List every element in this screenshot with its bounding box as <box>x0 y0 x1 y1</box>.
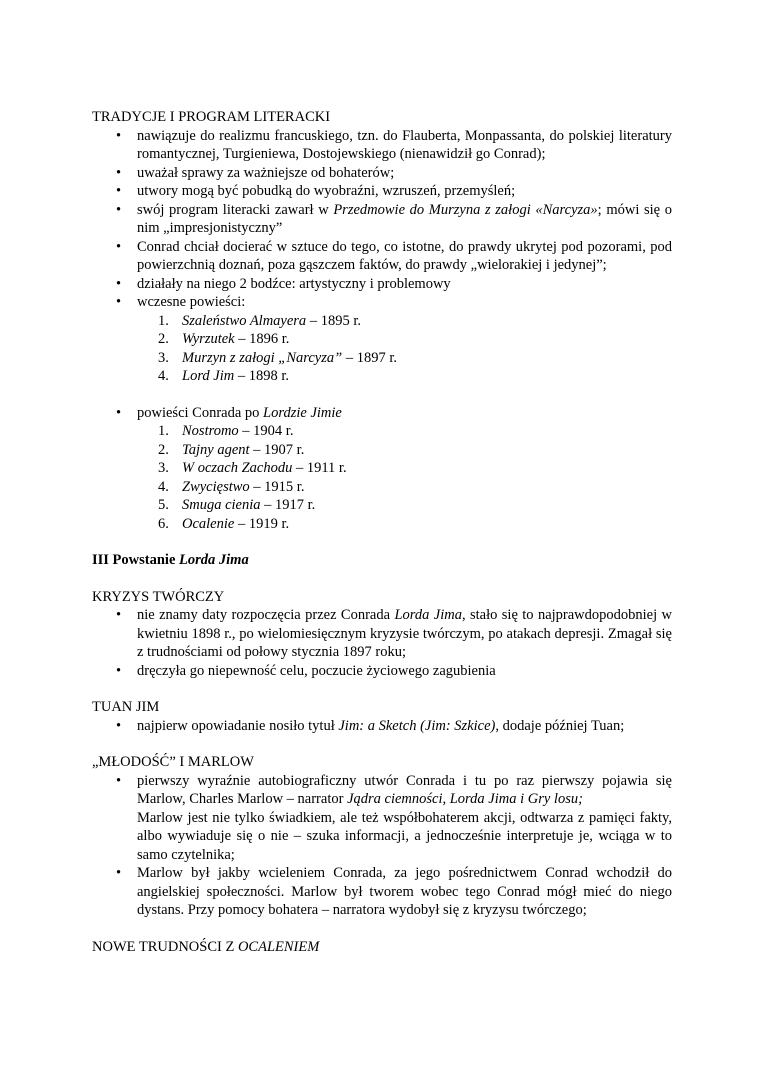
list-item: • Marlow był jakby wcieleniem Conrada, za jego pośrednictwem Conrad wchodził do angielskiej społeczności. Marlow był tworem wobec tego Conrad mógł mieć do niego dystans. Przy pomocy bohatera – narratora wydobył się z kryzysu twórczego; <box>116 865 672 918</box>
list-item: • nie znamy daty rozpoczęcia przez Conrada Lorda Jima, stało się to najprawdopodobniej w kwietniu 1898 r., po wielomiesięcznym kryzysie twórczym, po atakach depresji. Zmagał się z trudnościami od połowy stycznia 1897 roku; <box>116 607 673 660</box>
list-item: • wczesne powieści: <box>116 294 246 310</box>
bullet-icon: • <box>116 662 122 679</box>
list-item: • pierwszy wyraźnie autobiograficzny utwór Conrada i tu po raz pierwszy pojawia się Marlow, Charles Marlow – narrator Jądra ciemności, Lorda Jima i Gry losu; Marlow jest nie tylko świadkiem, ale też współbohaterem akcji, odtwarza z pamięci fakty, albo wywiaduje się o nie – szuka informacji, a jednocześnie interpretuje je, wciąga w to samo czytelnika; <box>116 772 672 863</box>
section-heading-tradycje: TRADYCJE I PROGRAM LITERACKI <box>92 109 331 125</box>
section-heading-kryzys: KRYZYS TWÓRCZY <box>92 588 225 605</box>
list-item: 3. Murzyn z załogi „Narcyza” – 1897 r. <box>158 349 397 366</box>
bullet-icon: • <box>116 294 122 310</box>
list-item: • uważał sprawy za ważniejsze od bohaterów; <box>116 164 395 181</box>
list-item: 4. Zwycięstwo – 1915 r. <box>158 478 305 495</box>
list-item: 1. Nostromo – 1904 r. <box>158 423 294 439</box>
bullet-icon: • <box>116 201 122 218</box>
numbered-list-early-novels <box>92 312 672 386</box>
bullet-icon: • <box>116 404 122 421</box>
list-item: • swój program literacki zawarł w Przedmowie do Murzyna z załogi «Narcyza»; mówi się o nim „impresjonistyczny” <box>116 201 672 236</box>
section-heading-powstanie: III Powstanie Lorda Jima <box>92 552 249 568</box>
list-item: • powieści Conrada po Lordzie Jimie <box>116 404 342 421</box>
bullet-list-kryzys <box>92 606 672 680</box>
bullet-icon: • <box>116 183 122 199</box>
list-item: 6. Ocalenie – 1919 r. <box>158 515 290 532</box>
list-item: • dręczyła go niepewność celu, poczucie życiowego zagubienia <box>116 662 496 679</box>
bullet-list-later <box>92 404 672 423</box>
list-item: 2. Wyrzutek – 1896 r. <box>158 331 290 347</box>
numbered-list-later-novels <box>92 422 672 533</box>
list-item: • najpierw opowiadanie nosiło tytuł Jim: a Sketch (Jim: Szkice), dodaje później Tuan; <box>116 717 625 734</box>
list-item: 1. Szaleństwo Almayera – 1895 r. <box>158 312 361 329</box>
list-item: 4. Lord Jim – 1898 r. <box>158 368 290 384</box>
list-item: 2. Tajny agent – 1907 r. <box>158 441 305 458</box>
bullet-icon: • <box>116 275 122 292</box>
list-item: • nawiązuje do realizmu francuskiego, tzn. do Flauberta, Monpassanta, do polskiej literatury romantycznej, Turgieniewa, Dostojewskiego (nienawidził go Conrad); <box>116 127 672 162</box>
document-page <box>92 108 672 956</box>
list-item: • działały na niego 2 bodźce: artystyczny i problemowy <box>116 275 451 292</box>
list-item: 3. W oczach Zachodu – 1911 r. <box>158 460 347 476</box>
bullet-list-tuan-jim <box>92 717 672 736</box>
bullet-icon: • <box>116 127 122 144</box>
bullet-icon: • <box>116 607 122 623</box>
bullet-icon: • <box>116 717 122 734</box>
bullet-icon: • <box>116 238 122 255</box>
bullet-list-tradycje <box>92 127 672 312</box>
section-heading-mlodosc: „MŁODOŚĆ” I MARLOW <box>92 754 254 770</box>
bullet-icon: • <box>116 865 122 881</box>
bullet-icon: • <box>116 164 122 181</box>
section-heading-nowe-trudnosci: NOWE TRUDNOŚCI Z OCALENIEM <box>92 938 320 955</box>
list-item: 5. Smuga cienia – 1917 r. <box>158 497 316 513</box>
section-heading-tuan-jim: TUAN JIM <box>92 699 160 715</box>
list-item: • Conrad chciał docierać w sztuce do tego, co istotne, do prawdy ukrytej pod pozorami, pod powierzchnią doznań, poza gąszczem faktów, do prawdy „wielorakiej i jedynej”; <box>116 238 672 273</box>
list-item: • utwory mogą być pobudką do wyobraźni, wzruszeń, przemyśleń; <box>116 183 516 199</box>
bullet-icon: • <box>116 772 122 789</box>
bullet-list-mlodosc <box>92 772 672 920</box>
